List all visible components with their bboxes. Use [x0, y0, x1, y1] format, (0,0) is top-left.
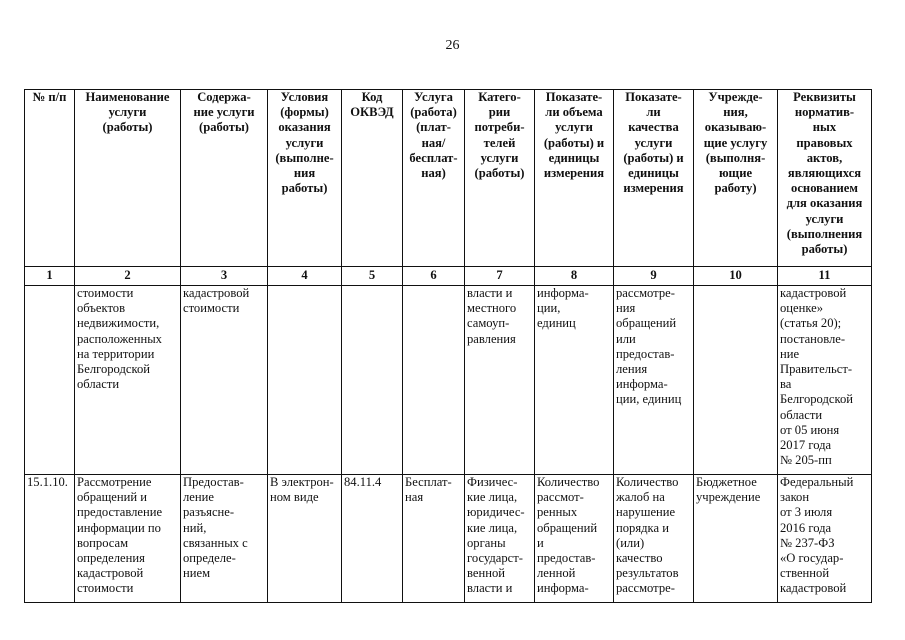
- table-cell: [342, 286, 403, 475]
- header-cell-volume: Показате- ли объема услуги (работы) и единицы измерения: [535, 90, 614, 267]
- table-row: [25, 475, 872, 603]
- table-cell: [268, 286, 342, 475]
- table-cell: [694, 286, 778, 475]
- table-cell: Физичес- кие лица, юридичес- кие лица, органы государст- венной власти и: [465, 475, 535, 603]
- header-row: [25, 90, 872, 267]
- column-number: 8: [535, 267, 614, 286]
- table-cell: [403, 286, 465, 475]
- header-cell-quality: Показате- ли качества услуги (работы) и единицы измерения: [614, 90, 694, 267]
- column-number: 9: [614, 267, 694, 286]
- header-cell-paid: Услуга (работа) (плат- ная/ бесплат- ная): [403, 90, 465, 267]
- table-cell: Количество рассмот- ренных обращений и предостав- ленной информа-: [535, 475, 614, 603]
- table-cell: В электрон- ном виде: [268, 475, 342, 603]
- table-cell: власти и местного самоуп- равления: [465, 286, 535, 475]
- table-cell: Количество жалоб на нарушение порядка и (или) качество результатов рассмотре-: [614, 475, 694, 603]
- column-number: 4: [268, 267, 342, 286]
- column-number-row: [25, 267, 872, 286]
- column-number: 6: [403, 267, 465, 286]
- column-number: 7: [465, 267, 535, 286]
- table-cell: 15.1.10.: [25, 475, 75, 603]
- header-cell-okved: Код ОКВЭД: [342, 90, 403, 267]
- table-cell: кадастровой стоимости: [181, 286, 268, 475]
- column-number: 5: [342, 267, 403, 286]
- header-cell-institutions: Учрежде- ния, оказываю- щие услугу (выполня- ющие работу): [694, 90, 778, 267]
- table-cell: Бесплат- ная: [403, 475, 465, 603]
- header-cell-legal-acts: Реквизиты норматив- ных правовых актов, являющихся основанием для оказания услуги (выполнения работы): [778, 90, 872, 267]
- header-cell-name: Наименование услуги (работы): [75, 90, 181, 267]
- table-cell: [25, 286, 75, 475]
- header-cell-conditions: Условия (формы) оказания услуги (выполне- ния работы): [268, 90, 342, 267]
- column-number: 11: [778, 267, 872, 286]
- column-number: 2: [75, 267, 181, 286]
- table-cell: Предостав- ление разъясне- ний, связанных с определе- нием: [181, 475, 268, 603]
- table-cell: рассмотре- ния обращений или предостав- ления информа- ции, единиц: [614, 286, 694, 475]
- table-row: [25, 286, 872, 475]
- table-cell: кадастровой оценке» (статья 20); постановле- ние Правительст- ва Белгородской области от 05 июня 2017 года № 205-пп: [778, 286, 872, 475]
- table-cell: Рассмотрение обращений и предоставление информации по вопросам определения кадастровой стоимости: [75, 475, 181, 603]
- column-number: 1: [25, 267, 75, 286]
- column-number: 3: [181, 267, 268, 286]
- header-cell-num: № п/п: [25, 90, 75, 267]
- table-cell: информа- ции, единиц: [535, 286, 614, 475]
- page-number: 26: [445, 38, 460, 53]
- column-number: 10: [694, 267, 778, 286]
- table-cell: стоимости объектов недвижимости, расположенных на территории Белгородской области: [75, 286, 181, 475]
- table-cell: 84.11.4: [342, 475, 403, 603]
- table-cell: Бюджетное учреждение: [694, 475, 778, 603]
- table-cell: Федеральный закон от 3 июля 2016 года № 237-ФЗ «О государ- ственной кадастровой: [778, 475, 872, 603]
- header-cell-content: Содержа- ние услуги (работы): [181, 90, 268, 267]
- header-cell-consumers: Катего- рии потреби- телей услуги (работы): [465, 90, 535, 267]
- services-table: [24, 89, 872, 603]
